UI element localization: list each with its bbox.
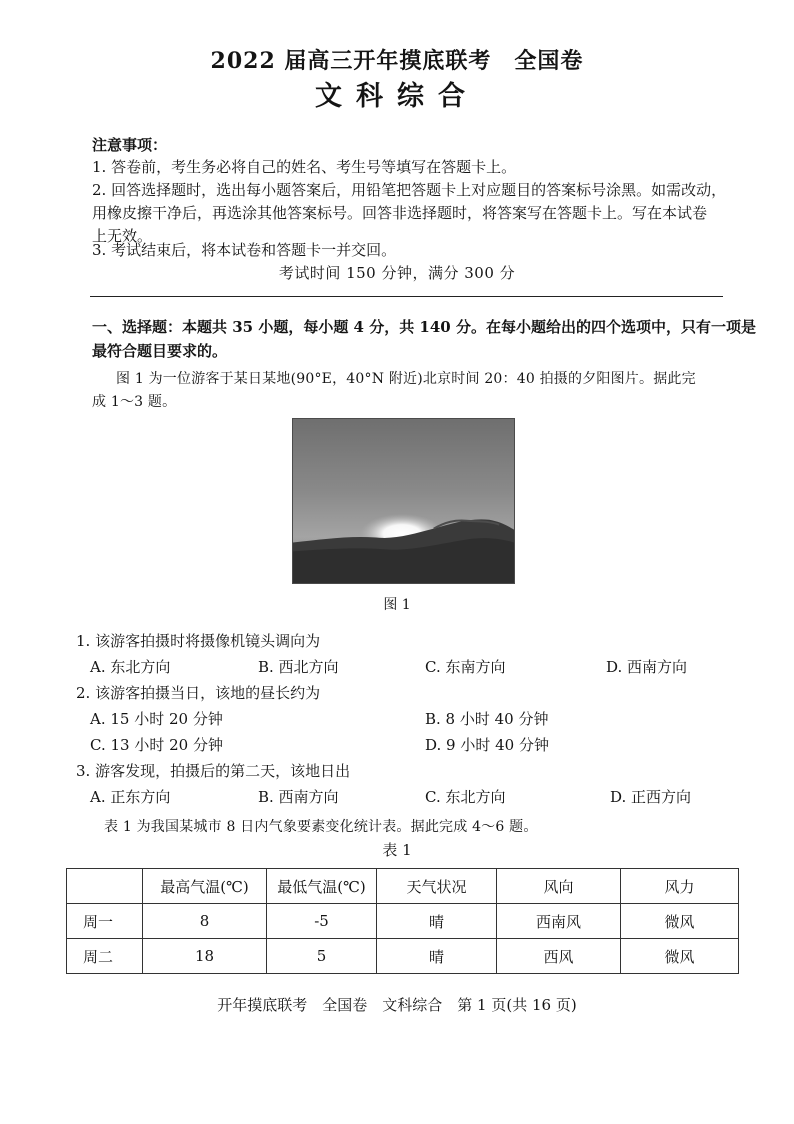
table-row: [67, 939, 739, 974]
exam-title: 2022 届高三开年摸底联考 全国卷: [210, 48, 584, 74]
question-3-stem: 3. 游客发现，拍摄后的第二天，该地日出: [76, 762, 351, 780]
table-header-cell: 最高气温(℃): [143, 869, 267, 904]
notice-line-1: 1. 答卷前，考生务必将自己的姓名、考生号等填写在答题卡上。: [92, 158, 517, 176]
table-header-cell: 风向: [497, 869, 621, 904]
table-header-row: [67, 869, 739, 904]
notice-heading: 注意事项：: [92, 136, 168, 154]
question-1-option-a: A. 东北方向: [90, 658, 171, 676]
figure-intro-line-2: 成 1～3 题。: [92, 394, 177, 410]
table-cell: 晴: [377, 939, 497, 974]
question-3-option-a: A. 正东方向: [90, 788, 171, 806]
subject-title: 文科综合: [315, 81, 479, 112]
question-3-option-b: B. 西南方向: [258, 788, 339, 806]
section-1-heading-line-2: 最符合题目要求的。: [92, 342, 228, 360]
section-1-heading-line-1: 一、选择题：本题共 35 小题，每小题 4 分，共 140 分。在每小题给出的四个选项中，只有一项是: [92, 318, 756, 336]
table-header-cell: 最低气温(℃): [267, 869, 377, 904]
table-cell: 5: [267, 939, 377, 974]
table-cell: 微风: [621, 939, 739, 974]
question-3-option-d: D. 正西方向: [610, 788, 692, 806]
table-row: [67, 904, 739, 939]
question-2-stem: 2. 该游客拍摄当日，该地的昼长约为: [76, 684, 321, 702]
weather-table: [66, 868, 739, 974]
table-header-cell: 风力: [621, 869, 739, 904]
question-2-option-d: D. 9 小时 40 分钟: [425, 736, 549, 754]
section-divider: [90, 296, 723, 297]
question-1-option-c: C. 东南方向: [425, 658, 506, 676]
sunset-photo: [292, 418, 515, 584]
exam-time-limit: 考试时间 150 分钟，满分 300 分: [278, 264, 516, 282]
question-2-option-b: B. 8 小时 40 分钟: [425, 710, 549, 728]
question-1-option-b: B. 西北方向: [258, 658, 339, 676]
question-2-option-c: C. 13 小时 20 分钟: [90, 736, 223, 754]
question-1-option-d: D. 西南方向: [606, 658, 688, 676]
table-cell: 西风: [497, 939, 621, 974]
notice-line-5: 3. 考试结束后，将本试卷和答题卡一并交回。: [92, 241, 397, 259]
table-cell: -5: [267, 904, 377, 939]
table-cell: 18: [143, 939, 267, 974]
figure-caption: 图 1: [383, 597, 411, 613]
question-3-option-c: C. 东北方向: [425, 788, 506, 806]
table-cell: 周二: [67, 939, 143, 974]
table-cell: 微风: [621, 904, 739, 939]
table-intro: 表 1 为我国某城市 8 日内气象要素变化统计表。据此完成 4～6 题。: [104, 819, 538, 835]
notice-line-2: 2. 回答选择题时，选出每小题答案后，用铅笔把答题卡上对应题目的答案标号涂黑。如需改动，: [92, 181, 727, 199]
figure-intro-line-1: 图 1 为一位游客于某日某地(90°E，40°N 附近)北京时间 20：40 拍摄的夕阳图片。据此完: [116, 371, 696, 387]
page-footer: 开年摸底联考 全国卷 文科综合 第 1 页(共 16 页): [217, 996, 577, 1014]
table-caption: 表 1: [382, 841, 412, 859]
table-cell: 晴: [377, 904, 497, 939]
question-2-option-a: A. 15 小时 20 分钟: [90, 710, 223, 728]
table-cell: 周一: [67, 904, 143, 939]
table-cell: 8: [143, 904, 267, 939]
notice-line-3: 用橡皮擦干净后，再选涂其他答案标号。回答非选择题时，将答案写在答题卡上。写在本试卷: [92, 204, 708, 222]
table-header-cell: [67, 869, 143, 904]
table-header-cell: 天气状况: [377, 869, 497, 904]
question-1-stem: 1. 该游客拍摄时将摄像机镜头调向为: [76, 632, 321, 650]
table-cell: 西南风: [497, 904, 621, 939]
sunset-photo-image: [293, 419, 514, 583]
notice-line-4: 上无效。: [92, 227, 153, 245]
